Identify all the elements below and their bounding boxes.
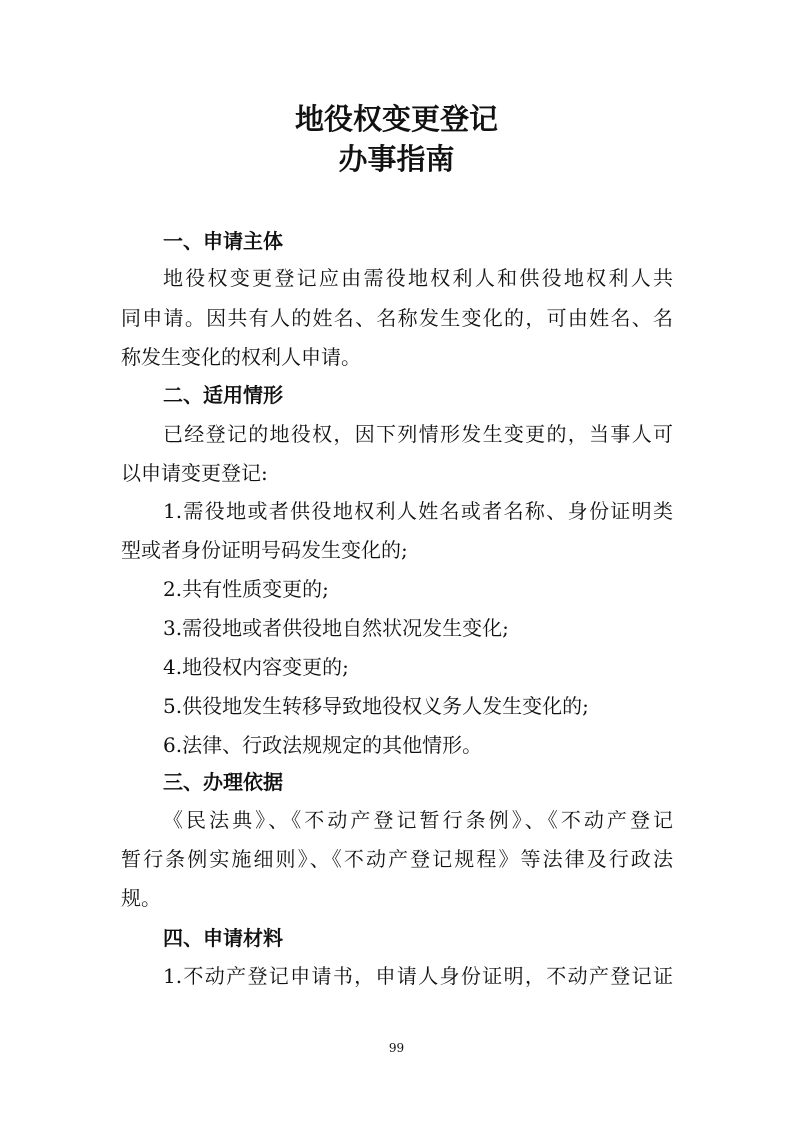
section-heading-applicant: 一、申请主体 bbox=[163, 229, 283, 253]
paragraph-line: 称发生变化的权利人申请。 bbox=[121, 345, 361, 369]
paragraph-line: 以申请变更登记: bbox=[121, 461, 268, 485]
list-item: 3.需役地或者供役地自然状况发生变化; bbox=[163, 616, 509, 640]
section-heading-applicable-cases: 二、适用情形 bbox=[163, 383, 283, 407]
paragraph-line: 规。 bbox=[121, 886, 161, 910]
paragraph-line: 1.不动产登记申请书，申请人身份证明，不动产登记证 bbox=[163, 964, 673, 988]
paragraph-line: 同申请。因共有人的姓名、名称发生变化的，可由姓名、名 bbox=[121, 306, 673, 330]
list-item: 6.法律、行政法规规定的其他情形。 bbox=[163, 733, 483, 757]
paragraph-line: 《民法典》、《不动产登记暂行条例》、《不动产登记 bbox=[163, 808, 673, 832]
list-item: 5.供役地发生转移导致地役权义务人发生变化的; bbox=[163, 694, 589, 718]
paragraph-line: 地役权变更登记应由需役地权利人和供役地权利人共 bbox=[163, 266, 673, 290]
page-number: 99 bbox=[388, 1041, 405, 1055]
section-heading-legal-basis: 三、办理依据 bbox=[163, 770, 283, 794]
document-title: 地役权变更登记 bbox=[294, 102, 498, 136]
document-subtitle: 办事指南 bbox=[338, 142, 455, 176]
list-item: 2.共有性质变更的; bbox=[163, 577, 329, 601]
paragraph-line: 已经登记的地役权，因下列情形发生变更的，当事人可 bbox=[163, 422, 673, 446]
section-heading-materials: 四、申请材料 bbox=[163, 926, 283, 950]
list-item: 1.需役地或者供役地权利人姓名或者名称、身份证明类 bbox=[163, 499, 673, 523]
list-item: 4.地役权内容变更的; bbox=[163, 655, 349, 679]
list-item-continuation: 型或者身份证明号码发生变化的; bbox=[121, 538, 408, 562]
paragraph-line: 暂行条例实施细则》、《不动产登记规程》等法律及行政法 bbox=[121, 847, 673, 871]
